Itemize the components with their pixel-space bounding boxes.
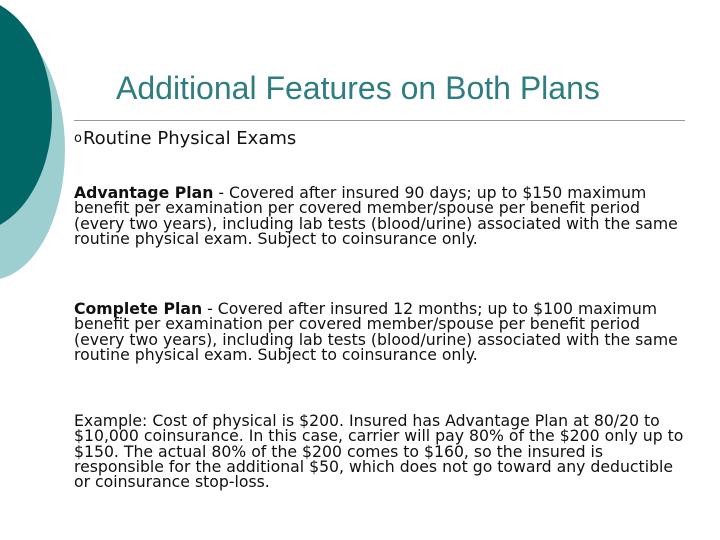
example-text: Example: Cost of physical is $200. Insured has Advantage Plan at 80/20 to $10,000 coinsurance. In this case, carrier will pay 80% of the $200 only up to $150. The actual 80% of the $200 comes to $160, so the insured is responsible for the additional $50, which does not go toward any deductible or coinsurance stop-loss.: [74, 411, 684, 492]
complete-plan-label: Complete Plan: [74, 299, 203, 318]
advantage-plan-paragraph: [74, 185, 694, 246]
example-paragraph: [74, 411, 694, 492]
advantage-plan-text: - Covered after insured 90 days; up to $150 maximum benefit per examination per covered member/spouse per benefit period (every two years), including lab tests (blood/urine) associated with the same routine physical exam. Subject to coinsurance only.: [74, 183, 678, 248]
bullet-ring-icon: o: [74, 131, 82, 146]
complete-plan-paragraph: [74, 301, 694, 362]
dark-teal-arc: [0, 0, 52, 233]
bullet-item: [74, 128, 296, 149]
slide-title: Additional Features on Both Plans: [116, 70, 600, 106]
bullet-text: Routine Physical Exams: [82, 128, 297, 149]
complete-plan-text: - Covered after insured 12 months; up to $100 maximum benefit per examination per covered member/spouse per benefit period (every two years), including lab tests (blood/urine) associated with the same routine physical exam. Subject to coinsurance only.: [74, 299, 678, 364]
light-teal-arc: [0, 20, 65, 280]
advantage-plan-label: Advantage Plan: [74, 183, 214, 202]
title-divider: [74, 120, 685, 121]
